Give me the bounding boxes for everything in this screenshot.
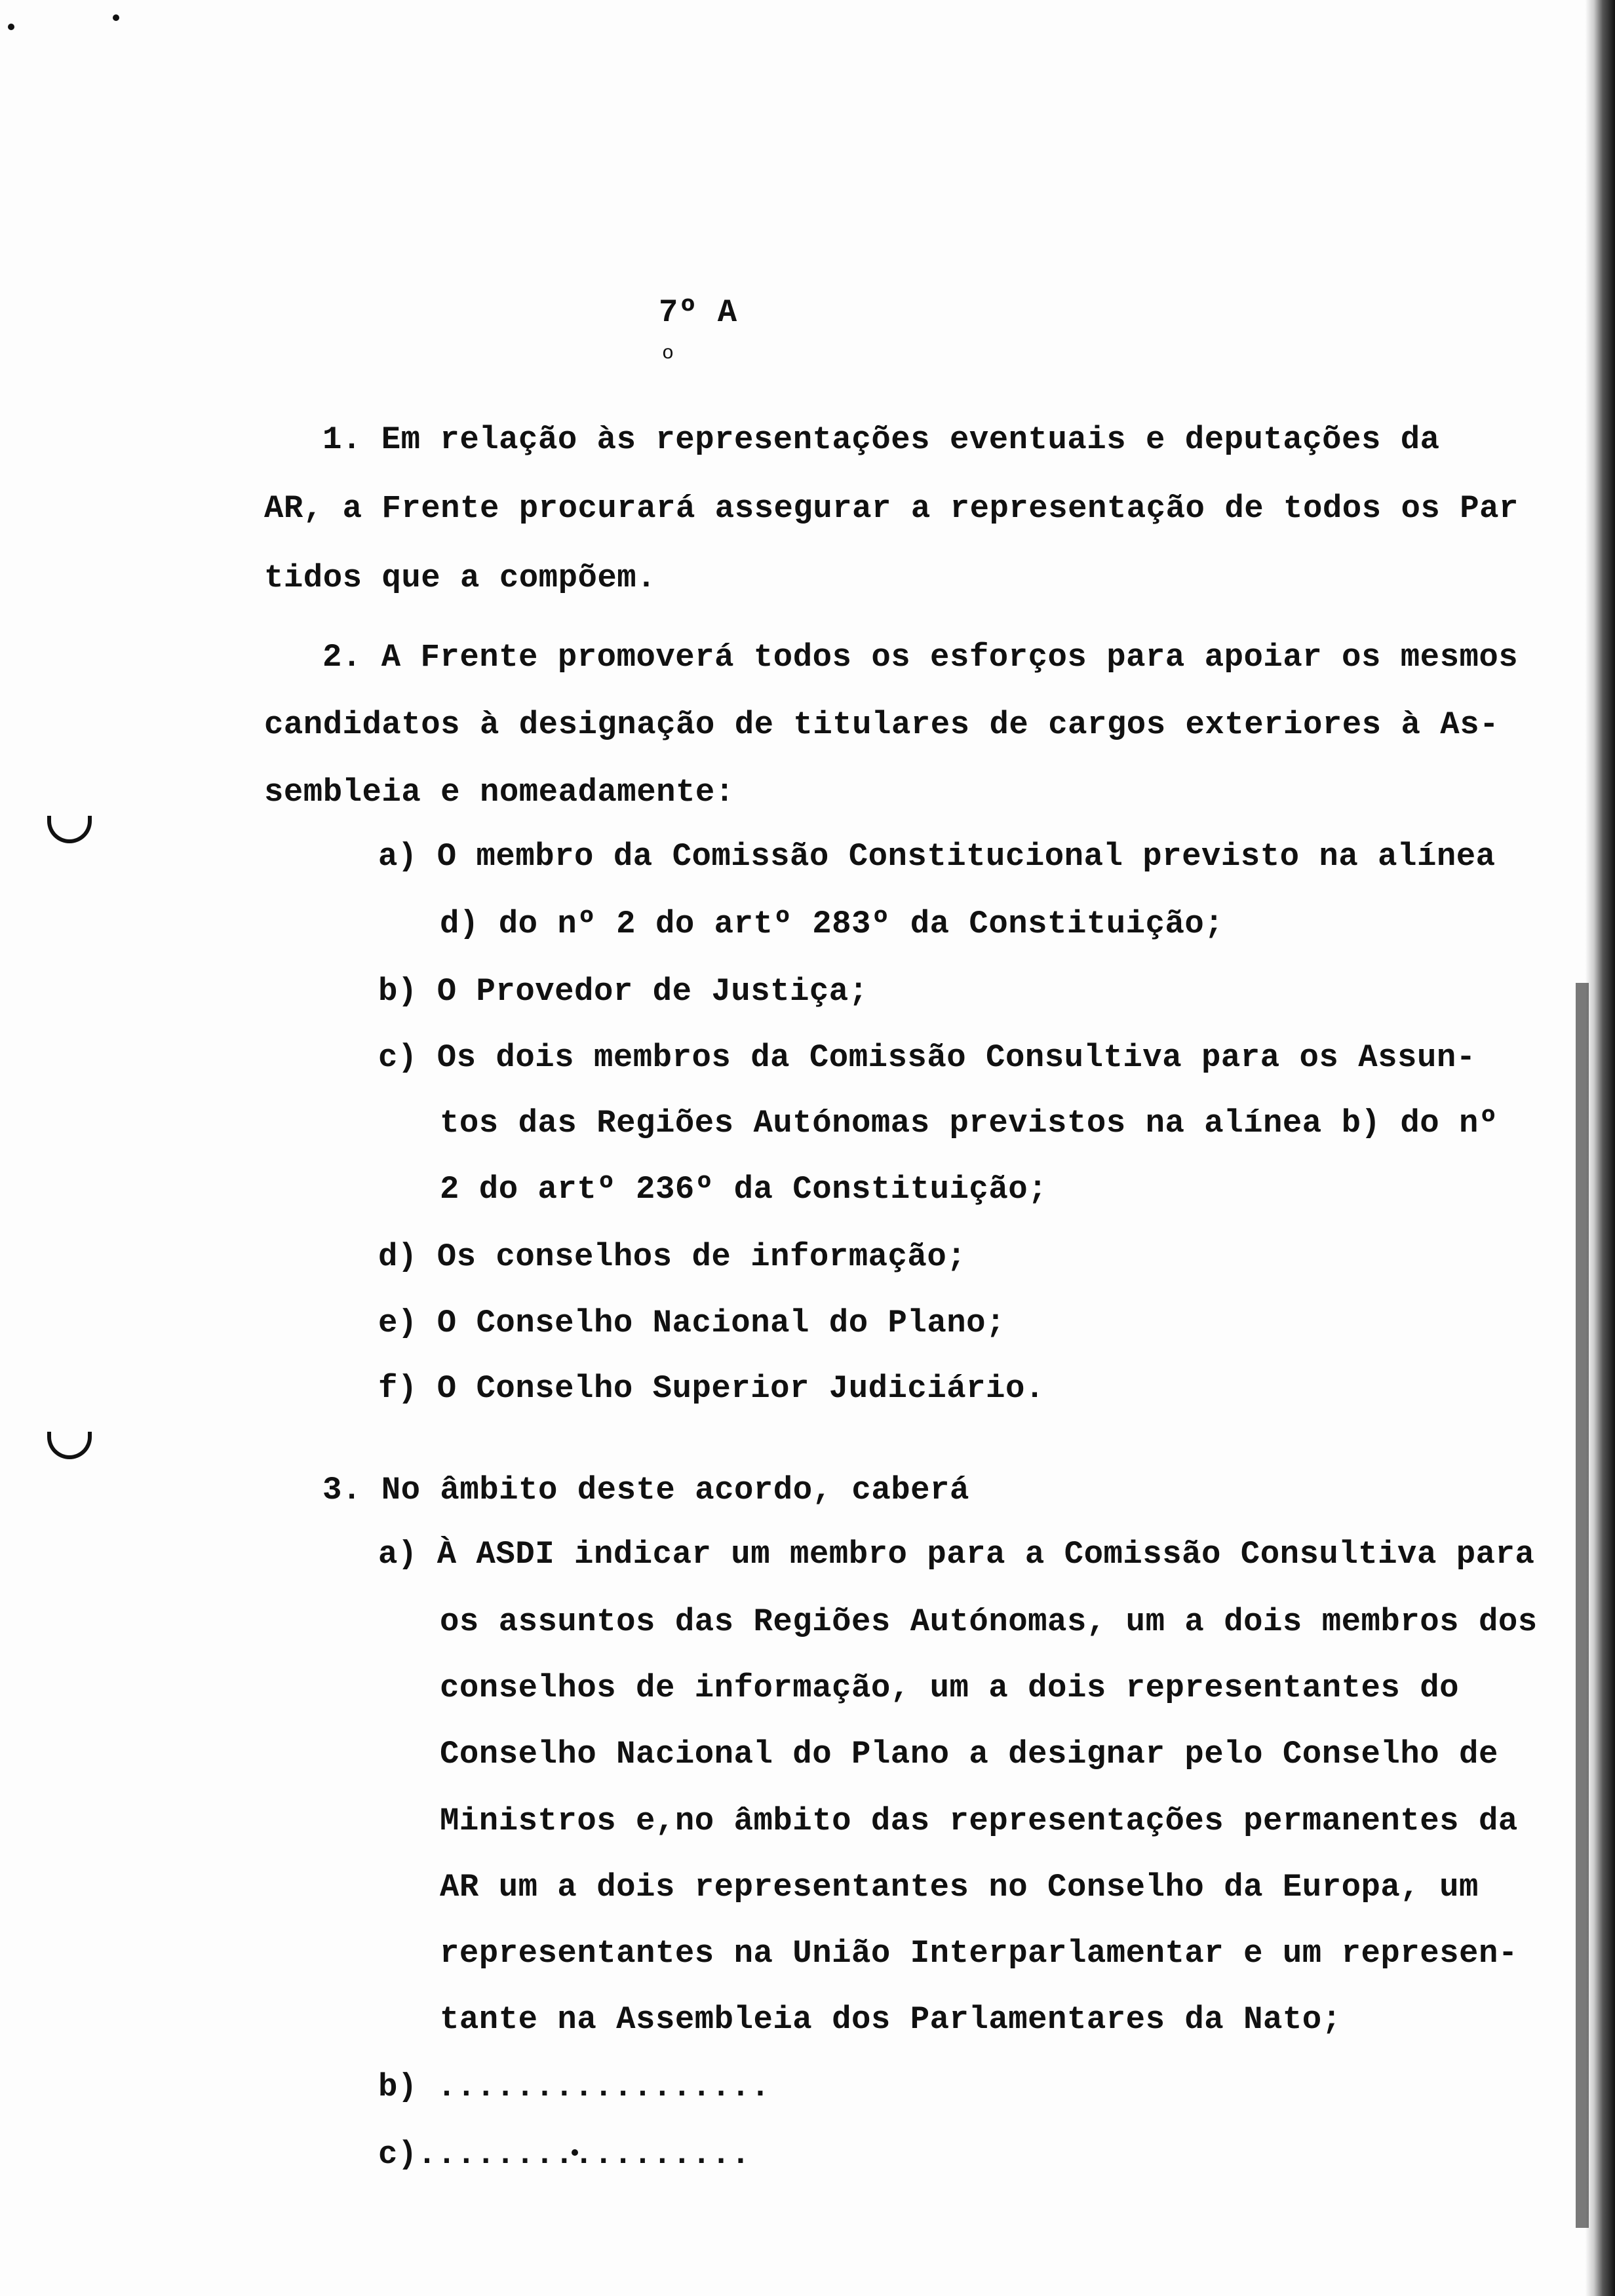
- item-line: e) O Conselho Nacional do Plano;: [378, 1305, 1005, 1341]
- paragraph-1-line: 1. Em relação às representações eventuais e deputações da: [322, 421, 1440, 458]
- item-line: f) O Conselho Superior Judiciário.: [378, 1370, 1045, 1407]
- punch-hole-mark: [47, 1432, 92, 1459]
- paragraph-3-line: 3. No âmbito deste acordo, caberá: [322, 1472, 969, 1508]
- scan-speck: [113, 14, 119, 21]
- item-line: b) .................: [378, 2069, 771, 2105]
- paragraph-1-line: AR, a Frente procurará assegurar a representação de todos os Par: [264, 490, 1519, 527]
- item-line: a) O membro da Comissão Constitucional previsto na alínea: [378, 838, 1496, 875]
- scan-speck: [8, 24, 14, 30]
- item-line: tante na Assembleia dos Parlamentares da Nato;: [440, 2001, 1342, 2038]
- item-line: 2 do artº 236º da Constituição;: [440, 1171, 1048, 1208]
- item-line: representantes na União Interparlamentar e um represen-: [440, 1935, 1518, 1972]
- paragraph-2-line: 2. A Frente promoverá todos os esforços para apoiar os mesmos: [322, 639, 1519, 676]
- scan-edge-shadow: [1585, 0, 1615, 2296]
- item-line: Ministros e,no âmbito das representações permanentes da: [440, 1803, 1518, 1839]
- item-line: a) À ASDI indicar um membro para a Comissão Consultiva para: [378, 1536, 1535, 1573]
- paragraph-2-line: candidatos à designação de titulares de cargos exteriores à As-: [264, 706, 1500, 743]
- punch-hole-mark: [47, 816, 92, 843]
- scan-edge-shadow-dark: [1576, 983, 1589, 2228]
- item-line: c).................: [378, 2136, 751, 2173]
- item-line: c) Os dois membros da Comissão Consultiva para os Assun-: [378, 1039, 1476, 1076]
- page-label: 7º A: [659, 294, 737, 331]
- item-line: conselhos de informação, um a dois representantes do: [440, 1670, 1460, 1706]
- item-line: os assuntos das Regiões Autónomas, um a dois membros dos: [440, 1603, 1538, 1640]
- item-line: d) Os conselhos de informação;: [378, 1238, 967, 1275]
- page-sub-mark: o: [662, 343, 674, 365]
- item-line: tos das Regiões Autónomas previstos na alínea b) do nº: [440, 1105, 1498, 1141]
- item-line: Conselho Nacional do Plano a designar pelo Conselho de: [440, 1736, 1498, 1772]
- paragraph-2-line: sembleia e nomeadamente:: [264, 774, 735, 811]
- item-line: d) do nº 2 do artº 283º da Constituição;: [440, 906, 1224, 942]
- item-line: b) O Provedor de Justiça;: [378, 973, 868, 1010]
- paragraph-1-line: tidos que a compõem.: [264, 560, 657, 596]
- item-line: AR um a dois representantes no Conselho da Europa, um: [440, 1869, 1479, 1905]
